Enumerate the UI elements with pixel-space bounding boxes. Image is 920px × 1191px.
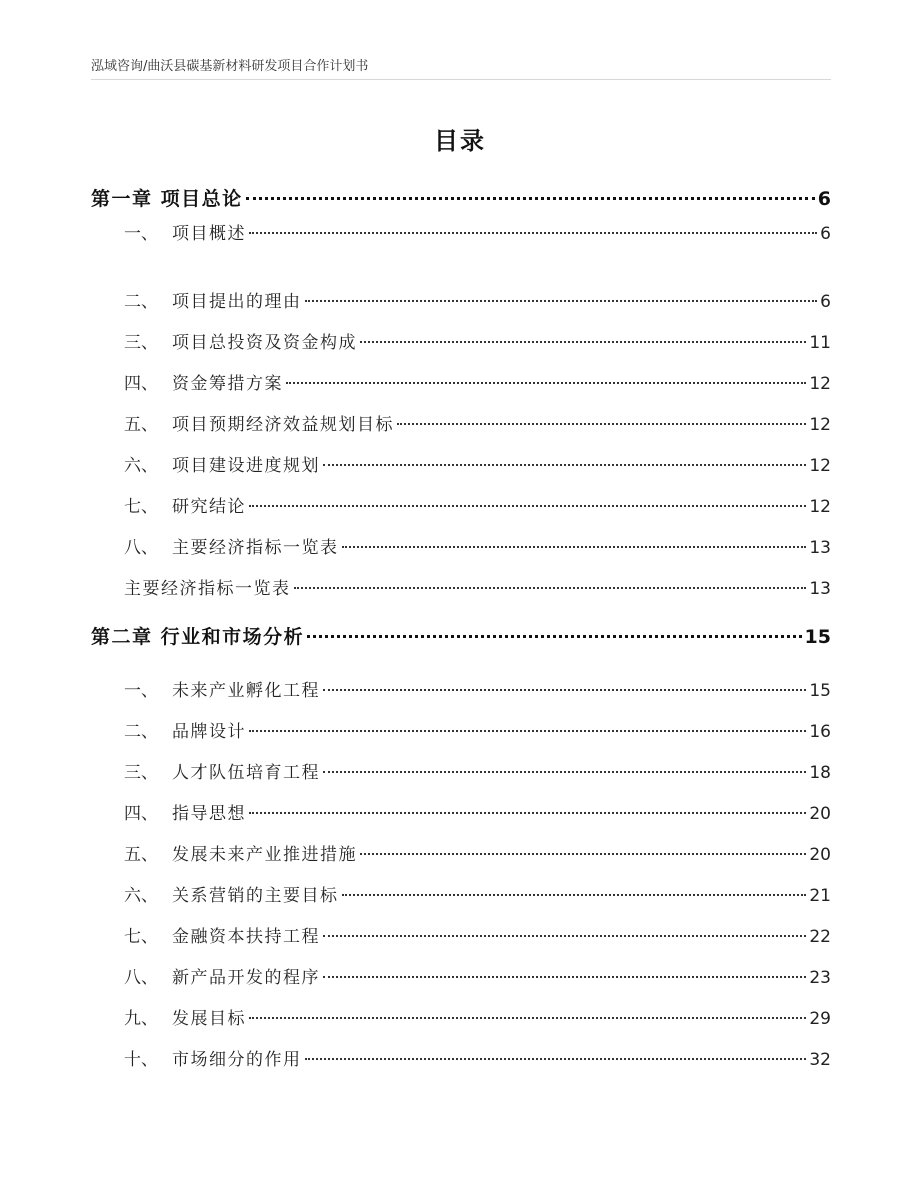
toc-page-number: 12 [809, 374, 831, 394]
toc-entry-label: 项目概述 [172, 224, 246, 244]
toc-page-number: 6 [820, 292, 831, 312]
toc-leader-dots [249, 730, 806, 732]
toc-page-number: 15 [804, 626, 831, 648]
toc-entry-label: 未来产业孵化工程 [172, 681, 320, 701]
toc-entry-title [124, 922, 320, 947]
toc-leader-dots [286, 382, 806, 384]
toc-section[interactable] [124, 1004, 831, 1029]
toc-section[interactable] [124, 922, 831, 947]
toc-leader-dots [342, 546, 807, 548]
toc-page-number: 12 [809, 415, 831, 435]
toc-page-number: 6 [817, 188, 831, 210]
toc-leader-dots [249, 1017, 806, 1019]
toc-entry-title [124, 574, 291, 599]
toc-entry-number: 五、 [124, 415, 158, 435]
toc-leader-dots [323, 689, 806, 691]
toc-leader-dots [249, 232, 817, 234]
toc-entry-label: 项目建设进度规划 [172, 456, 320, 476]
toc-leader-dots [323, 771, 806, 773]
toc-entry-number: 八、 [124, 968, 158, 988]
toc-page-number: 13 [809, 579, 831, 599]
toc-page-number: 20 [809, 804, 831, 824]
toc-entry-label: 研究结论 [172, 497, 246, 517]
toc-entry-number: 一、 [124, 681, 158, 701]
toc-page-number: 23 [809, 968, 831, 988]
toc-entry-number: 十、 [124, 1050, 158, 1070]
toc-entry-label: 关系营销的主要目标 [172, 886, 339, 906]
toc-page-number: 20 [809, 845, 831, 865]
toc-leader-dots [249, 812, 806, 814]
toc-leader-dots [305, 300, 818, 302]
toc-leader-dots [360, 853, 806, 855]
toc-page-number: 12 [809, 497, 831, 517]
toc-page-number: 21 [809, 886, 831, 906]
toc-entry-title [124, 410, 394, 435]
toc-entry-label: 发展目标 [172, 1009, 246, 1029]
toc-entry-number: 五、 [124, 845, 158, 865]
toc-section[interactable] [124, 799, 831, 824]
toc-page-number: 11 [809, 333, 831, 353]
toc-entry-number: 一、 [124, 224, 158, 244]
toc-leader-dots [249, 505, 806, 507]
toc-section[interactable] [124, 963, 831, 988]
toc-page-number: 6 [820, 224, 831, 244]
toc-entry-title: 第二章 行业和市场分析 [91, 626, 305, 648]
toc-entry-title [124, 1045, 302, 1070]
toc-entry-label: 市场细分的作用 [172, 1050, 302, 1070]
toc-section[interactable] [124, 717, 831, 742]
toc-entry-label: 指导思想 [172, 804, 246, 824]
toc-section[interactable] [124, 533, 831, 558]
toc-entry-label: 项目总投资及资金构成 [172, 333, 357, 353]
toc-entry-number: 七、 [124, 497, 158, 517]
toc-section[interactable] [124, 676, 831, 701]
toc-entry-label: 新产品开发的程序 [172, 968, 320, 988]
toc-entry-label: 主要经济指标一览表 [124, 579, 291, 599]
toc-leader-dots [323, 935, 806, 937]
toc-entry-label: 人才队伍培育工程 [172, 763, 320, 783]
toc-entry-title [124, 492, 246, 517]
toc-leader-dots [294, 587, 807, 589]
toc-section[interactable] [124, 840, 831, 865]
toc-entry-title [124, 758, 320, 783]
toc-leader-dots [397, 423, 806, 425]
toc-page-number: 13 [809, 538, 831, 558]
toc-section[interactable] [124, 881, 831, 906]
toc-entry-number: 六、 [124, 456, 158, 476]
toc-entry-number: 四、 [124, 804, 158, 824]
toc-entry-number: 三、 [124, 333, 158, 353]
toc-leader-dots [323, 464, 806, 466]
toc-entry-label: 资金筹措方案 [172, 374, 283, 394]
header-divider [91, 79, 831, 80]
toc-section[interactable] [124, 1045, 831, 1070]
toc-entry-title [124, 799, 246, 824]
toc-entry-title [124, 219, 246, 244]
page-title: 目录 [434, 127, 486, 155]
toc-section[interactable] [124, 369, 831, 394]
toc-entry-number: 二、 [124, 292, 158, 312]
toc-page-number: 16 [809, 722, 831, 742]
toc-entry-title [124, 369, 283, 394]
toc-leader-dots [307, 635, 801, 638]
toc-entry-label: 发展未来产业推进措施 [172, 845, 357, 865]
toc-page-number: 15 [809, 681, 831, 701]
toc-page-number: 22 [809, 927, 831, 947]
toc-entry-title [124, 717, 246, 742]
toc-entry-number: 六、 [124, 886, 158, 906]
toc-page-number: 29 [809, 1009, 831, 1029]
toc-section[interactable] [124, 328, 831, 353]
toc-entry-number: 三、 [124, 763, 158, 783]
toc-section[interactable] [124, 410, 831, 435]
toc-entry-title [124, 963, 320, 988]
toc-entry-number: 二、 [124, 722, 158, 742]
toc-entry-title [124, 840, 357, 865]
toc-entry-number: 七、 [124, 927, 158, 947]
toc-leader-dots [360, 341, 806, 343]
toc-leader-dots [323, 976, 806, 978]
toc-entry-label: 主要经济指标一览表 [172, 538, 339, 558]
toc-entry-title [124, 451, 320, 476]
toc-entry-title: 第一章 项目总论 [91, 188, 243, 210]
toc-chapter[interactable] [91, 184, 831, 211]
toc-entry-title [124, 1004, 246, 1029]
toc-page-number: 32 [809, 1050, 831, 1070]
toc-entry-label: 项目提出的理由 [172, 292, 302, 312]
toc-section[interactable] [124, 492, 831, 517]
page-header: 泓域咨询/曲沃县碳基新材料研发项目合作计划书 [91, 59, 369, 74]
toc-section[interactable] [124, 287, 831, 312]
toc-entry-number: 九、 [124, 1009, 158, 1029]
toc-entry-label: 金融资本扶持工程 [172, 927, 320, 947]
toc-section[interactable] [124, 574, 831, 599]
toc-entry-number: 四、 [124, 374, 158, 394]
toc-section[interactable] [124, 758, 831, 783]
toc-entry-label: 品牌设计 [172, 722, 246, 742]
toc-chapter[interactable] [91, 622, 831, 649]
toc-entry-number: 八、 [124, 538, 158, 558]
toc-entry-title [124, 676, 320, 701]
toc-entry-title [124, 328, 357, 353]
toc-page-number: 12 [809, 456, 831, 476]
toc-entry-title [124, 533, 339, 558]
toc-section[interactable] [124, 219, 831, 244]
toc-entry-label: 项目预期经济效益规划目标 [172, 415, 394, 435]
toc-leader-dots [305, 1058, 807, 1060]
toc-page-number: 18 [809, 763, 831, 783]
toc-leader-dots [342, 894, 807, 896]
toc-section[interactable] [124, 451, 831, 476]
toc-entry-title [124, 881, 339, 906]
toc-entry-title [124, 287, 302, 312]
toc-leader-dots [246, 197, 815, 200]
